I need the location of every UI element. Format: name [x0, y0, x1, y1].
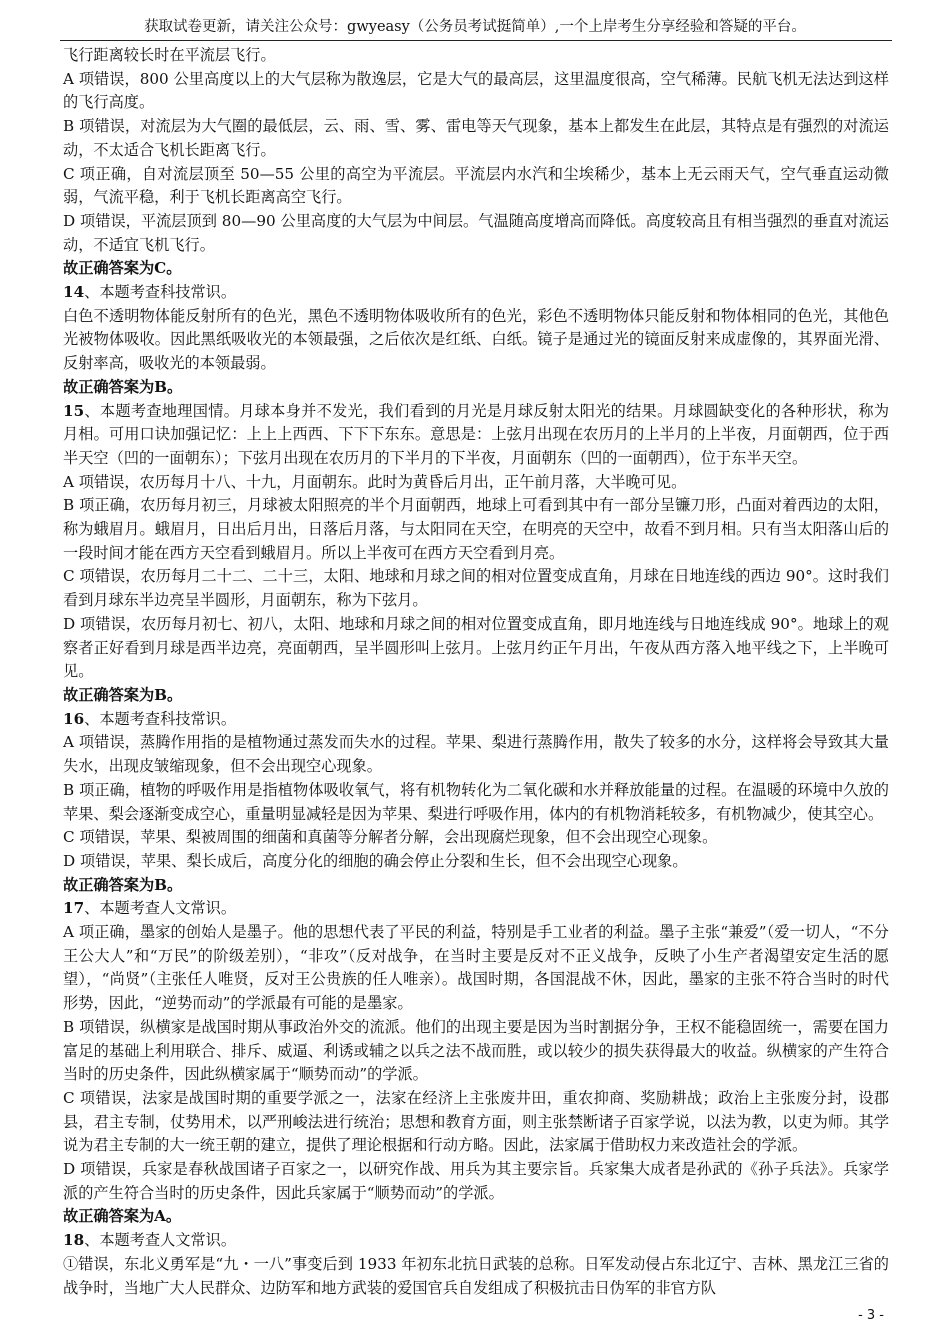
answer-end: 。: [166, 685, 183, 704]
answer-line: [63, 257, 889, 281]
question-heading: [63, 897, 889, 921]
paragraph: C 项错误，苹果、梨被周围的细菌和真菌等分解者分解，会出现腐烂现象，但不会出现空心现象。: [63, 828, 718, 847]
question-text: 、本题考查科技常识。: [84, 283, 237, 302]
answer-line: [63, 376, 889, 400]
answer-letter: C: [154, 259, 167, 278]
paragraph: B 项正确，农历每月初三，月球被太阳照亮的半个月面朝西，地球上可看到其中有一部分呈镰刀形，凸面对着西边的太阳，称为蛾眉月。蛾眉月，日出后月出，日落后月落，与太阳同在天空，在明亮的天空中，故看不到月相。只有当太阳落山后的一段时间才能在西方天空看到蛾眉月。所以上半夜可在西方天空看到月亮。: [63, 496, 889, 562]
question-text: 、本题考查科技常识。: [84, 709, 237, 728]
answer-end: 。: [166, 377, 183, 396]
paragraph: ①错误，东北义勇军是“九・一八”事变后到 1933 年初东北抗日武装的总称。日军发动侵占东北辽宁、吉林、黑龙江三省的战争时，当地广大人民群众、边防军和地方武装的爱国官兵自发组成了积极抗击日伪军的非官方队: [63, 1254, 889, 1297]
answer-letter: A: [154, 1207, 166, 1226]
answer-label: 故正确答案为: [63, 377, 155, 396]
question-heading: [63, 281, 889, 305]
paragraph: C 项错误，农历每月二十二、二十三，太阳、地球和月球之间的相对位置变成直角，月球在日地连线的西边 90°。这时我们看到月球东半边亮呈半圆形，月面朝东，称为下弦月。: [63, 567, 889, 610]
paragraph: A 项错误，800 公里高度以上的大气层称为散逸层，它是大气的最高层，这里温度很高，空气稀薄。民航飞机无法达到这样的飞行高度。: [63, 69, 889, 112]
answer-line: [63, 1205, 889, 1229]
answer-line: [63, 874, 889, 898]
paragraph: D 项错误，平流层顶到 80—90 公里高度的大气层为中间层。气温随高度增高而降低。高度较高且有相当强烈的垂直对流运动，不适宜飞机飞行。: [63, 211, 889, 254]
question-number: 15: [63, 401, 85, 420]
question-number: 14: [63, 283, 85, 302]
question-heading: [63, 1229, 889, 1253]
paragraph: D 项错误，农历每月初七、初八，太阳、地球和月球之间的相对位置变成直角，即月地连线与日地连线成 90°。地球上的观察者正好看到月球是西半边亮，亮面朝西，呈半圆形叫上弦月。上弦月约正午月出，午夜从西方落入地平线之下，上半晚可见。: [63, 614, 889, 681]
answer-end: 。: [166, 259, 182, 278]
question-number: 17: [63, 899, 85, 918]
answer-label: 故正确答案为: [63, 1207, 155, 1226]
answer-label: 故正确答案为: [63, 259, 155, 278]
paragraph: D 项错误，苹果、梨长成后，高度分化的细胞的确会停止分裂和生长，但不会出现空心现象。: [63, 851, 688, 870]
paragraph: A 项错误，蒸腾作用指的是植物通过蒸发而失水的过程。苹果、梨进行蒸腾作用，散失了较多的水分，这样将会导致其大量失水，出现皮皱缩现象，但不会出现空心现象。: [63, 733, 889, 776]
answer-end: 。: [165, 1207, 182, 1226]
page-header: 获取试卷更新，请关注公众号：gwyeasy（公务员考试挺简单）,一个上岸考生分享经验和答疑的平台。: [144, 19, 806, 35]
answer-letter: B: [154, 377, 167, 396]
document-body: [63, 44, 889, 1300]
header-divider: [60, 40, 892, 41]
question-text: 、本题考查人文常识。: [84, 1231, 237, 1250]
question-number: 18: [63, 1231, 85, 1250]
page-number: - 3 -: [858, 1308, 884, 1323]
question-text: 、本题考查地理国情。月球本身并不发光，我们看到的月光是月球反射太阳光的结果。月球圆缺变化的各种形状，称为月相。可用口诀加强记忆：上上上西西、下下下东东。意思是：上弦月出现在农历月的上半月的上半夜，月面朝西，位于西半天空（凹的一面朝东）；下弦月出现在农历月的下半月的下半夜，月面朝东（凹的一面朝西），位于东半天空。: [63, 401, 889, 467]
paragraph: 飞行距离较长时在平流层飞行。: [63, 46, 276, 64]
question-number: 16: [63, 709, 85, 728]
paragraph: 白色不透明物体能反射所有的色光，黑色不透明物体吸收所有的色光，彩色不透明物体只能反射和物体相同的色光，其他色光被物体吸收。因此黑纸吸收光的本领最强，之后依次是红纸、白纸。镜子是通过光的镜面反射来成虚像的，其界面光滑、反射率高，吸收光的本领最弱。: [63, 306, 889, 373]
answer-end: 。: [166, 875, 183, 894]
paragraph: B 项错误，纵横家是战国时期从事政治外交的流派。他们的出现主要是因为当时割据分争，王权不能稳固统一，需要在国力富足的基础上利用联合、排斥、威逼、利诱或辅之以兵之法不战而胜，或以较少的损失获得最大的收益。纵横家的产生符合当时的历史条件，因此纵横家属于“顺势而动”的学派。: [63, 1017, 889, 1084]
paragraph: A 项错误，农历每月十八、十九，月面朝东。此时为黄昏后月出，正午前月落，大半晚可见。: [63, 472, 687, 491]
paragraph: A 项正确，墨家的创始人是墨子。他的思想代表了平民的利益，特别是手工业者的利益。墨子主张“兼爱”（爱一切人，“不分王公大人”和“万民”的阶级差别），“非攻”（反对战争，在当时主要是反对不正义战争，反映了小生产者渴望安定生活的愿望），“尚贤”（主张任人唯贤，反对王公贵族的任人唯亲）。战国时期，各国混战不休，因此，墨家的主张不符合当时的时代形势，因此，“逆势而动”的学派最有可能的是墨家。: [63, 923, 889, 1013]
answer-letter: B: [154, 875, 167, 894]
paragraph: C 项错误，法家是战国时期的重要学派之一，法家在经济上主张废井田，重农抑商、奖励耕战；政治上主张废分封，设郡县，君主专制，仗势用术，以严刑峻法进行统治；思想和教育方面，则主张禁断诸子百家学说，以法为教，以吏为师。其学说为君主专制的大一统王朝的建立，提供了理论根据和行动方略。因此，法家属于借助权力来改造社会的学派。: [63, 1088, 889, 1155]
paragraph: D 项错误，兵家是春秋战国诸子百家之一，以研究作战、用兵为其主要宗旨。兵家集大成者是孙武的《孙子兵法》。兵家学派的产生符合当时的历史条件，因此兵家属于“顺势而动”的学派。: [63, 1160, 889, 1202]
question-heading: [63, 400, 889, 471]
answer-label: 故正确答案为: [63, 875, 155, 894]
paragraph: C 项正确，自对流层顶至 50—55 公里的高空为平流层。平流层内水汽和尘埃稀少，基本上无云雨天气，空气垂直运动微弱，气流平稳，利于飞机长距离高空飞行。: [63, 164, 889, 207]
paragraph: B 项正确，植物的呼吸作用是指植物体吸收氧气，将有机物转化为二氧化碳和水并释放能量的过程。在温暖的环境中久放的苹果、梨会逐渐变成空心，重量明显减轻是因为苹果、梨进行呼吸作用，体内的有机物消耗较多，有机物减少，使其空心。: [63, 780, 889, 823]
answer-label: 故正确答案为: [63, 685, 155, 704]
question-heading: [63, 708, 889, 732]
question-text: 、本题考查人文常识。: [84, 899, 237, 918]
answer-letter: B: [154, 685, 167, 704]
answer-line: [63, 684, 889, 708]
paragraph: B 项错误，对流层为大气圈的最低层，云、雨、雪、雾、雷电等天气现象，基本上都发生在此层，其特点是有强烈的对流运动，不太适合飞机长距离飞行。: [63, 117, 889, 159]
